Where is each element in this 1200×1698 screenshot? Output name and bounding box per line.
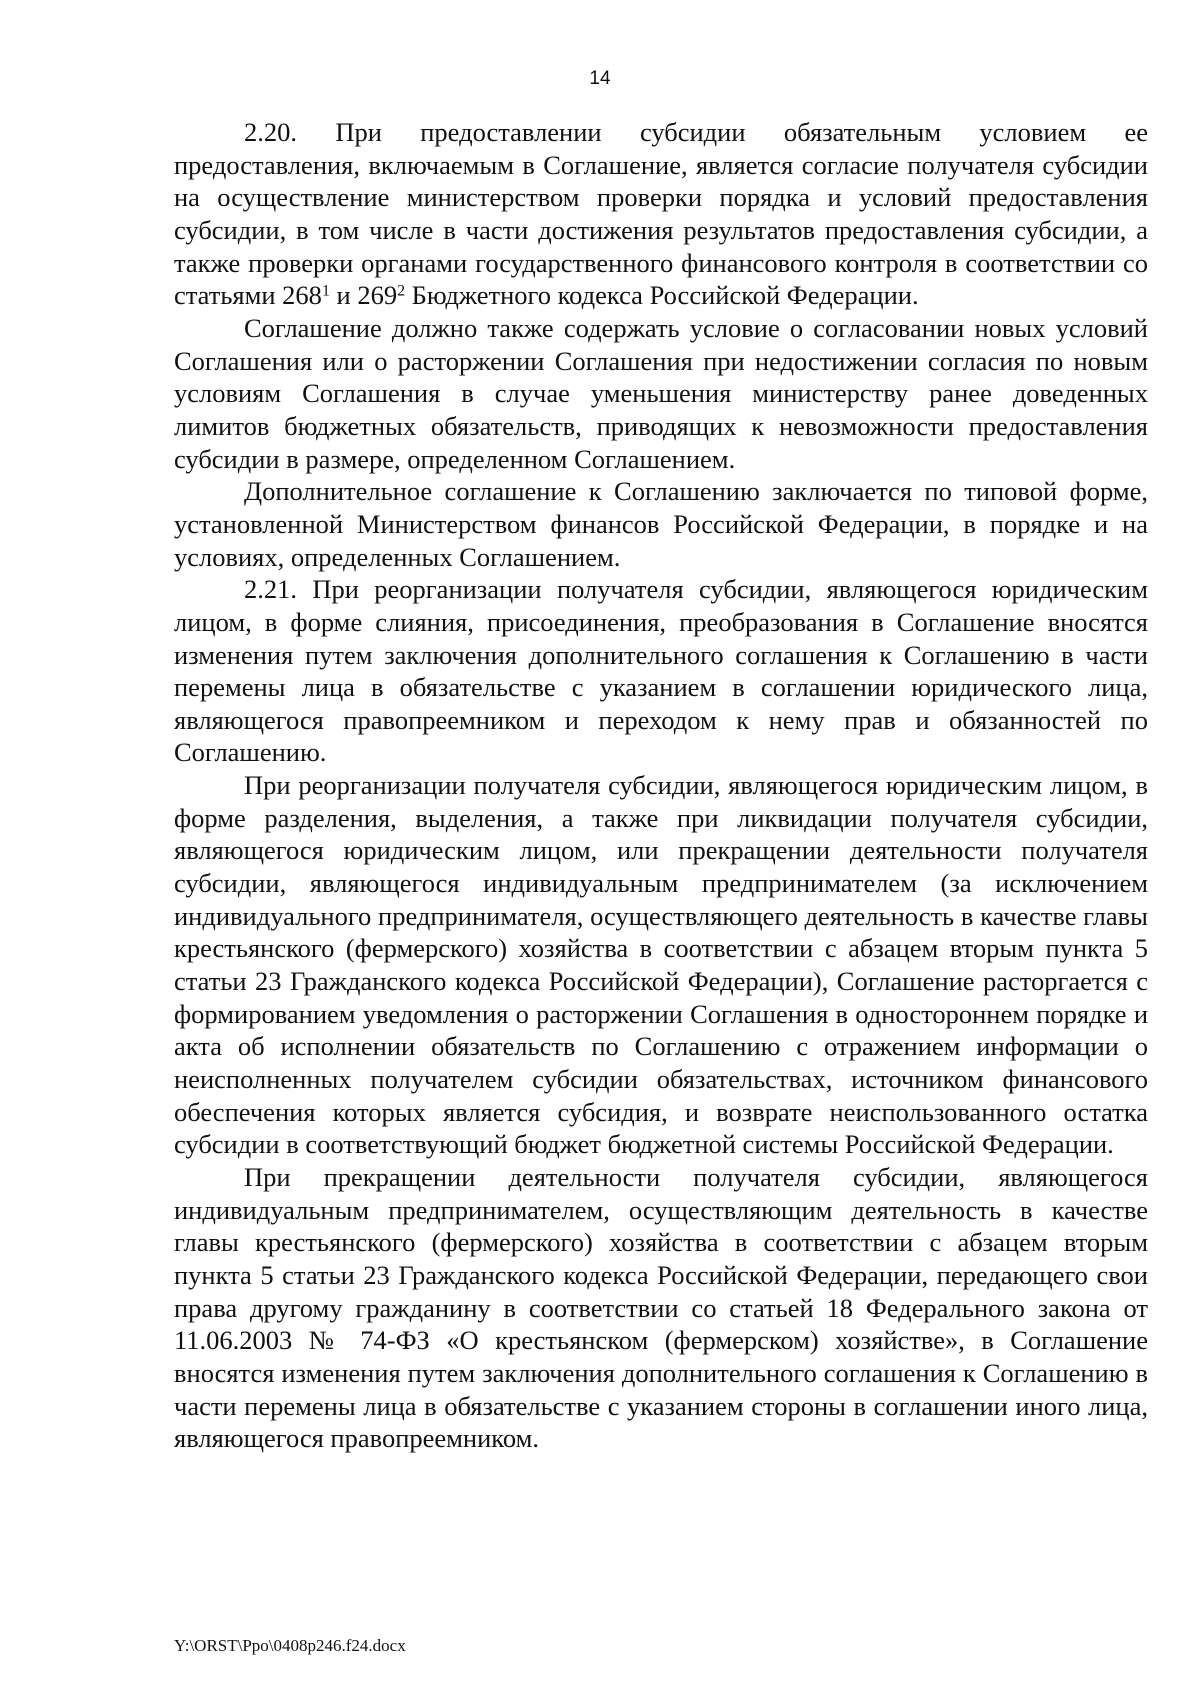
superscript-article-268: 1 xyxy=(321,282,330,300)
paragraph-text: Бюджетного кодекса Российской Федерации. xyxy=(405,280,919,311)
paragraph-text: 2.20. При предоставлении субсидии обязательным условием ее предоставления, включаемым в Соглашение, является согласие получателя субсидии на осуществление министерством проверки порядка и условий предоставления субсидии, в том числе в части достижения результатов предоставления субсидии, а также проверки органами государственного финансового контроля в соответствии со статьями 268 xyxy=(174,117,1148,311)
page-number: 14 xyxy=(589,68,611,89)
paragraph: Соглашение должно также содержать условие о согласовании новых условий Соглашения или о расторжении Соглашения при недостижении согласия по новым условиям Соглашения в случае уменьшения министерству ранее доведенных лимитов бюджетных обязательств, приводящих к невозможности предоставления субсидии в размере, определенном Соглашением. xyxy=(174,312,1148,474)
paragraph-2-20 xyxy=(174,116,1148,312)
footer-file-path: Y:\ORST\Ppo\0408p246.f24.docx xyxy=(174,1636,406,1655)
paragraph: Дополнительное соглашение к Соглашению заключается по типовой форме, установленной Министерством финансов Российской Федерации, в порядке и на условиях, определенных Соглашением. xyxy=(174,476,1148,572)
paragraph: При прекращении деятельности получателя субсидии, являющегося индивидуальным предпринимателем, осуществляющим деятельность в качестве главы крестьянского (фермерского) хозяйства в соответствии с абзацем вторым пункта 5 статьи 23 Гражданского кодекса Российской Федерации, передающего свои права другому гражданину в соответствии со статьей 18 Федерального закона от 11.06.2003 № 74-ФЗ «О крестьянском (фермерском) хозяйстве», в Соглашение вносятся изменения путем заключения дополнительного соглашения к Соглашению в части перемены лица в обязательстве с указанием стороны в соглашении иного лица, являющегося правопреемником. xyxy=(174,1162,1148,1454)
superscript-article-269: 2 xyxy=(397,282,406,300)
paragraph-2-21: 2.21. При реорганизации получателя субсидии, являющегося юридическим лицом, в форме слияния, присоединения, преобразования в Соглашение вносятся изменения путем заключения дополнительного соглашения к Соглашению в части перемены лица в обязательстве с указанием в соглашении юридического лица, являющегося правопреемником и переходом к нему прав и обязанностей по Соглашению. xyxy=(174,574,1148,768)
paragraph: При реорганизации получателя субсидии, являющегося юридическим лицом, в форме разделения, выделения, а также при ликвидации получателя субсидии, являющегося юридическим лицом, или прекращении деятельности получателя субсидии, являющегося индивидуальным предпринимателем (за исключением индивидуального предпринимателя, осуществляющего деятельность в качестве главы крестьянского (фермерского) хозяйства в соответствии с абзацем вторым пункта 5 статьи 23 Гражданского кодекса Российской Федерации), Соглашение расторгается с формированием уведомления о расторжении Соглашения в одностороннем порядке и акта об исполнении обязательств по Соглашению с отражением информации о неисполненных получателем субсидии обязательствах, источником финансового обеспечения которых является субсидия, и возврате неиспользованного остатка субсидии в соответствующий бюджет бюджетной системы Российской Федерации. xyxy=(174,770,1148,1160)
paragraph-text: и 269 xyxy=(329,280,398,311)
document-body xyxy=(174,116,1148,1455)
